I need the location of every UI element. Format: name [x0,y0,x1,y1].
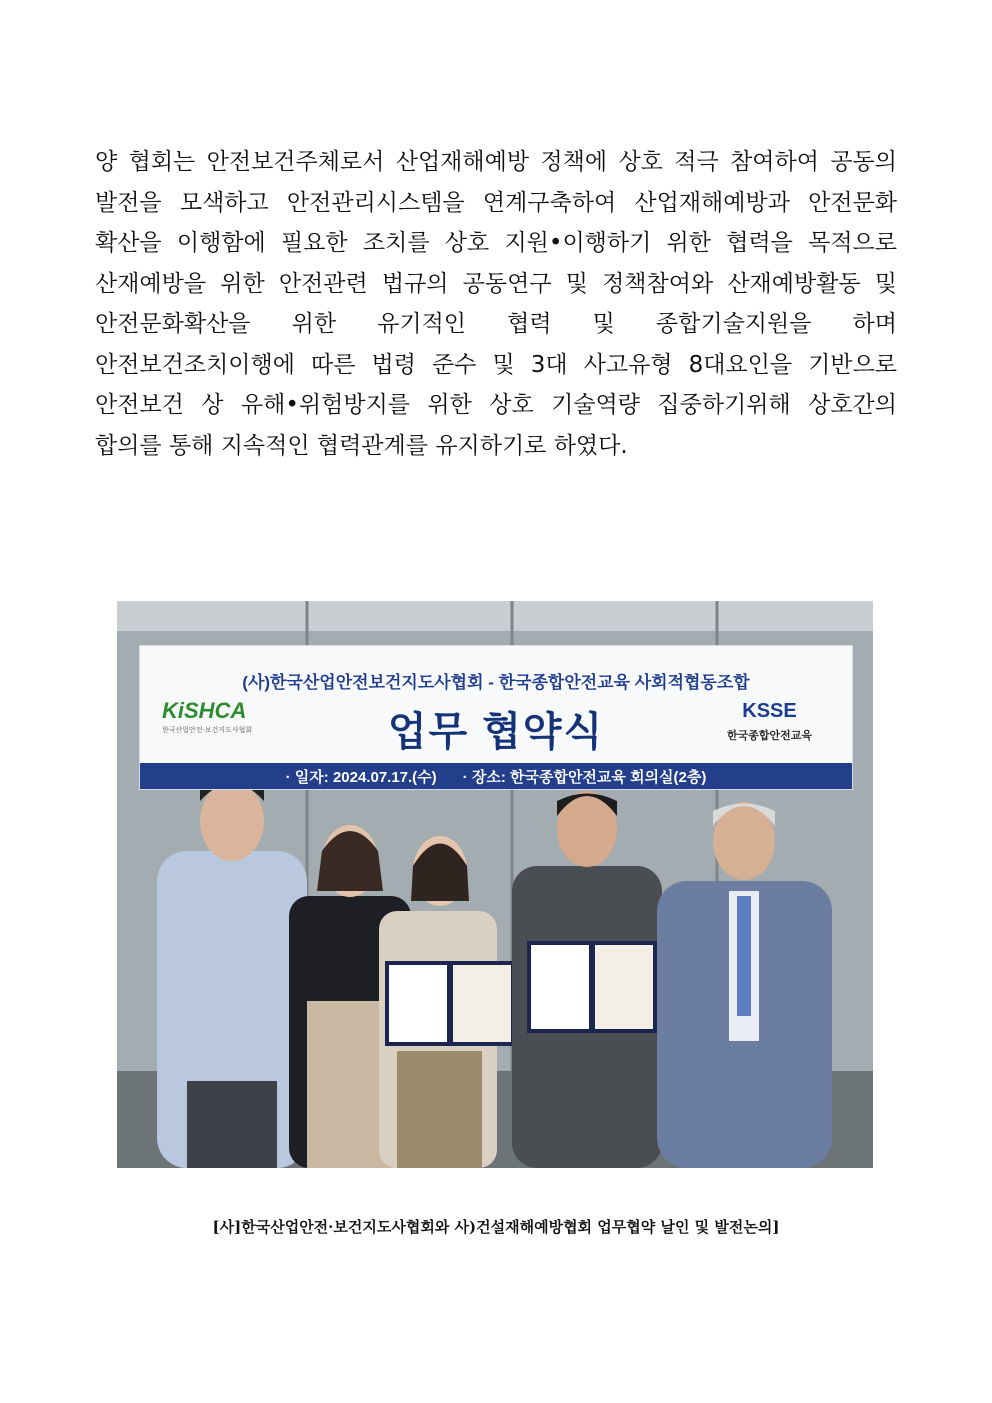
kishca-logo-mark: KiSHCA [162,698,247,723]
ceremony-banner [139,645,853,790]
banner-organizations: (사)한국산업안전보건지도사협회 - 한국종합안전교육 사회적협동조합 [242,673,750,692]
body-paragraph: 양 협회는 안전보건주체로서 산업재해예방 정책에 상호 적극 참여하여 공동의 발전을 모색하고 안전관리시스템을 연계구축하여 산업재해예방과 안전문화 확산을 이행함에 필요한 조치를 상호 지원•이행하기 위한 협력을 목적으로 산재예방을 위한 안전관련 법규의 공동연구 및 정책참여와 산재예방활동 및 안전문화확산을 위한 유기적인 협력 및 종합기술지원을 하며 안전보건조치이행에 따른 법령 준수 및 3대 사고유형 8대요인을 기반으로 안전보건 상 유해•위험방지를 위한 상호 기술역량 집중하기위해 상호간의 합의를 통해 지속적인 협력관계를 유지하기로 하였다. [95,149,897,459]
ksse-logo [727,700,812,743]
ksse-logo-mark: KSSE [742,700,797,722]
banner-info-bar [140,763,852,789]
kishca-logo-subtitle: 한국산업안전·보건지도사협회 [162,726,253,734]
ksse-logo-subtitle: 한국종합안전교육 [726,730,812,742]
ceremony-photo [117,601,873,1168]
photo-caption: [사]한국산업안전·보건지도사협회와 사)건설재해예방협회 업무협약 날인 및 발전논의] [212,1218,780,1236]
banner-title: 업무 협약식 [387,710,605,754]
banner-date: · 일자: 2024.07.17.(수) [285,768,437,786]
banner-place: · 장소: 한국종합안전교육 회의실(2층) [462,768,707,786]
